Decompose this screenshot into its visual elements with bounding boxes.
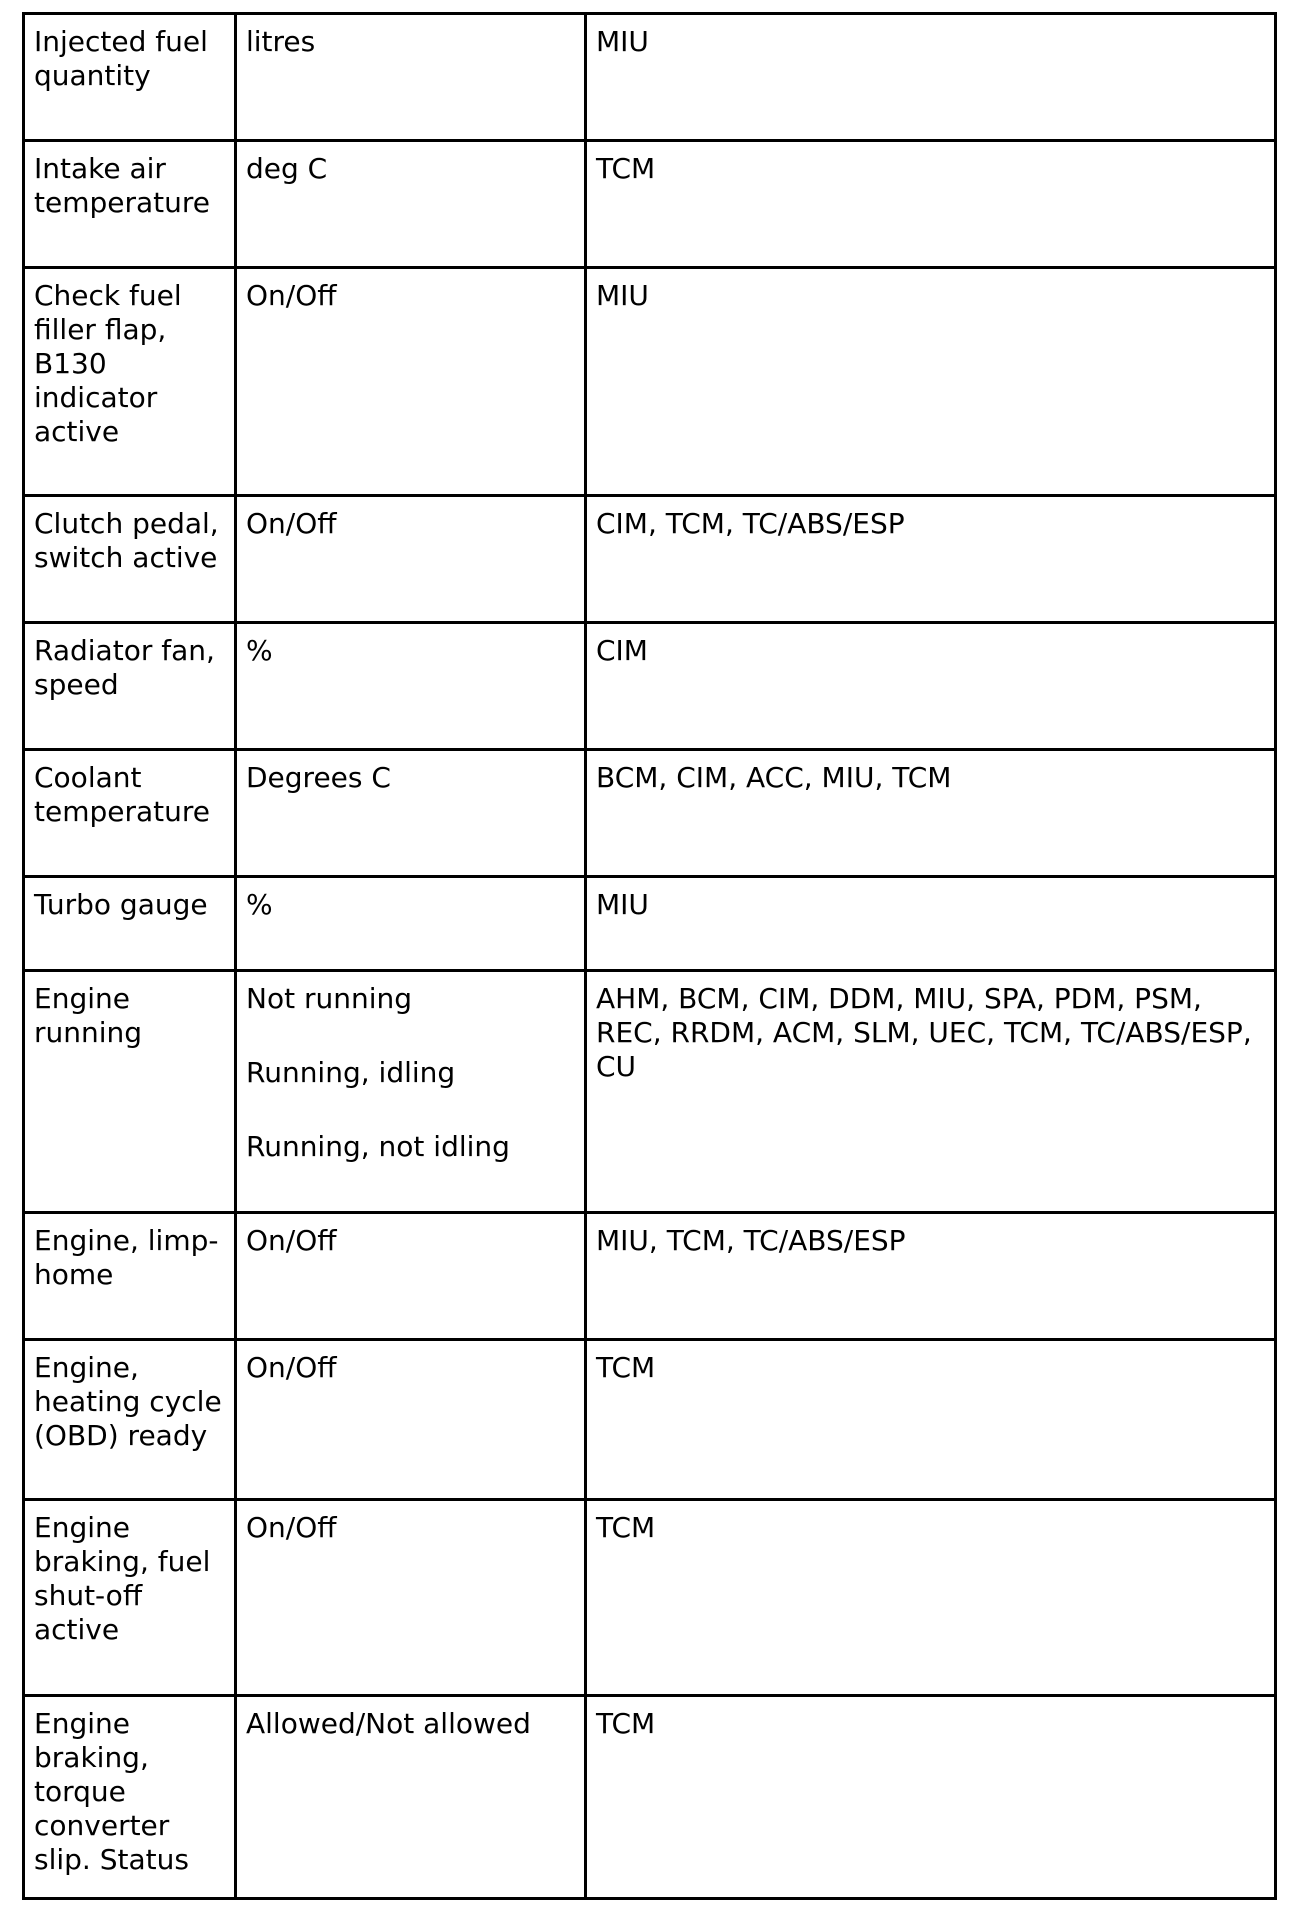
- signal-cell: Radiator fan, speed: [24, 623, 236, 750]
- signal-cell: Turbo gauge: [24, 877, 236, 971]
- signal-cell: Injected fuel quantity: [24, 14, 236, 141]
- table-row: [24, 623, 1276, 750]
- unit-cell: deg C: [236, 141, 586, 268]
- modules-cell: MIU, TCM, TC/ABS/ESP: [586, 1213, 1276, 1340]
- table-row: [24, 1340, 1276, 1500]
- modules-cell: MIU: [586, 268, 1276, 496]
- signal-cell: Coolant temperature: [24, 750, 236, 877]
- modules-cell: TCM: [586, 1340, 1276, 1500]
- signal-cell: Check fuel filler flap, B130 indicator active: [24, 268, 236, 496]
- unit-cell: Allowed/Not allowed: [236, 1696, 586, 1899]
- table-row: [24, 877, 1276, 971]
- unit-cell: On/Off: [236, 1500, 586, 1696]
- table-row: [24, 971, 1276, 1213]
- signal-cell: Clutch pedal, switch active: [24, 496, 236, 623]
- unit-cell: On/Off: [236, 496, 586, 623]
- table-row: [24, 1500, 1276, 1696]
- signal-table: [22, 12, 1277, 1900]
- modules-cell: MIU: [586, 14, 1276, 141]
- unit-cell: On/Off: [236, 1340, 586, 1500]
- table-row: [24, 750, 1276, 877]
- modules-cell: MIU: [586, 877, 1276, 971]
- table-row: [24, 496, 1276, 623]
- unit-cell: On/Off: [236, 268, 586, 496]
- table-row: [24, 141, 1276, 268]
- unit-cell: On/Off: [236, 1213, 586, 1340]
- table-row: [24, 1213, 1276, 1340]
- unit-line: Running, not idling: [246, 1130, 510, 1163]
- modules-cell: TCM: [586, 1696, 1276, 1899]
- signal-cell: Engine braking, fuel shut-off active: [24, 1500, 236, 1696]
- signal-cell: Engine running: [24, 971, 236, 1213]
- signal-cell: Engine, heating cycle (OBD) ready: [24, 1340, 236, 1500]
- table-row: [24, 268, 1276, 496]
- modules-cell: AHM, BCM, CIM, DDM, MIU, SPA, PDM, PSM, REC, RRDM, ACM, SLM, UEC, TCM, TC/ABS/ESP, CU: [586, 971, 1276, 1213]
- modules-cell: CIM: [586, 623, 1276, 750]
- unit-cell: [236, 971, 586, 1213]
- modules-cell: TCM: [586, 141, 1276, 268]
- table-row: [24, 14, 1276, 141]
- unit-cell: %: [236, 623, 586, 750]
- unit-line: Not running: [246, 982, 413, 1015]
- unit-cell: litres: [236, 14, 586, 141]
- unit-cell: Degrees C: [236, 750, 586, 877]
- modules-cell: TCM: [586, 1500, 1276, 1696]
- unit-cell: %: [236, 877, 586, 971]
- signal-cell: Intake air temperature: [24, 141, 236, 268]
- unit-line: Running, idling: [246, 1056, 456, 1089]
- modules-cell: BCM, CIM, ACC, MIU, TCM: [586, 750, 1276, 877]
- signal-cell: Engine braking, torque converter slip. Status: [24, 1696, 236, 1899]
- signal-cell: Engine, limp-home: [24, 1213, 236, 1340]
- modules-cell: CIM, TCM, TC/ABS/ESP: [586, 496, 1276, 623]
- table-row: [24, 1696, 1276, 1899]
